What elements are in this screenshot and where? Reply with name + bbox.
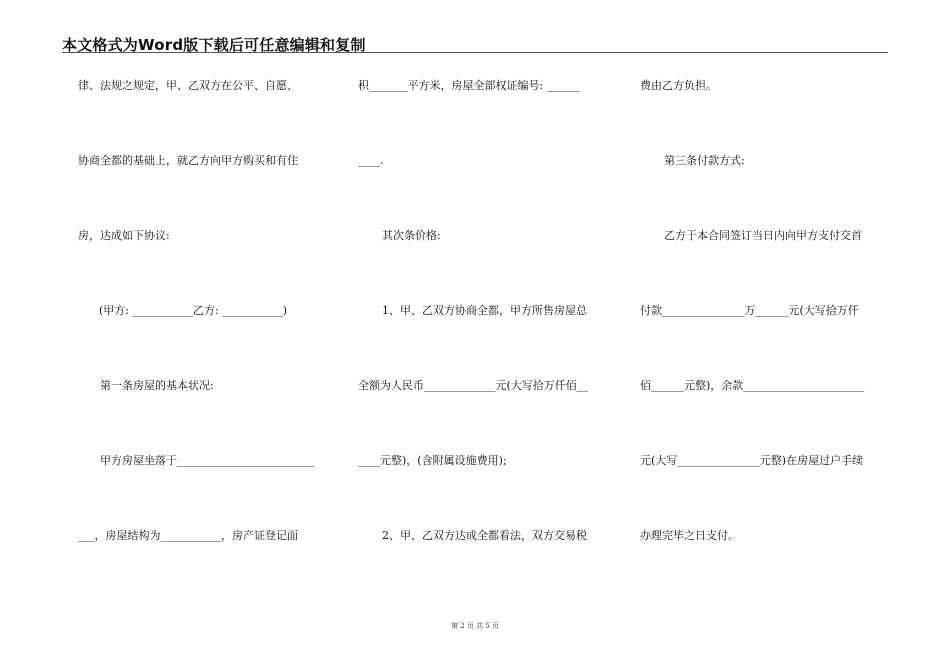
text-line: 费由乙方负担。 — [640, 79, 717, 92]
text-line: 积_______平方米，房屋全部权证编号: ______ — [358, 79, 580, 92]
text-line: 元(大写_______________元整)在房屋过户手续 — [640, 454, 864, 467]
text-line: 乙方于本合同签订当日内向甲方支付交首 — [664, 229, 862, 242]
text-line: 协商全都的基础上，就乙方向甲方购买和有住 — [78, 154, 298, 167]
text-line: 房，达成如下协议: — [78, 229, 170, 242]
text-line: ____元整)，(含附属设施费用); — [358, 454, 507, 467]
text-column-3 — [620, 0, 920, 672]
text-line: (甲方: ___________乙方: ___________) — [99, 304, 287, 317]
section-heading: 第一条房屋的基本状况: — [100, 379, 214, 392]
text-line: 付款_______________万______元(大写拾万仟 — [640, 304, 859, 317]
text-column-1 — [0, 0, 330, 672]
section-heading: 其次条价格: — [382, 229, 441, 242]
text-line: 2、甲、乙双方达成全都看法，双方交易税 — [382, 529, 587, 542]
text-line: ____. — [358, 154, 384, 167]
text-line: ___，房屋结构为___________，房产证登记面 — [78, 529, 298, 542]
text-line: 律、法规之规定，甲、乙双方在公平、自愿、 — [78, 79, 298, 92]
text-line: 1、甲、乙双方协商全都，甲方所售房屋总 — [382, 304, 587, 317]
section-heading: 第三条付款方式: — [664, 154, 745, 167]
document-header-title: 本文格式为Word版下载后可任意编辑和复制 — [62, 36, 366, 54]
text-line: 办理完毕之日支付。 — [640, 529, 739, 542]
text-line: 佰______元整)，余款______________________ — [640, 379, 865, 392]
text-line: 全额为人民币_____________元(大写拾万仟佰__ — [358, 379, 588, 392]
text-column-2 — [330, 0, 620, 672]
text-line: 甲方房屋坐落于_________________________ — [100, 454, 315, 467]
page-number: 第 2 页 共 5 页 — [450, 622, 500, 630]
